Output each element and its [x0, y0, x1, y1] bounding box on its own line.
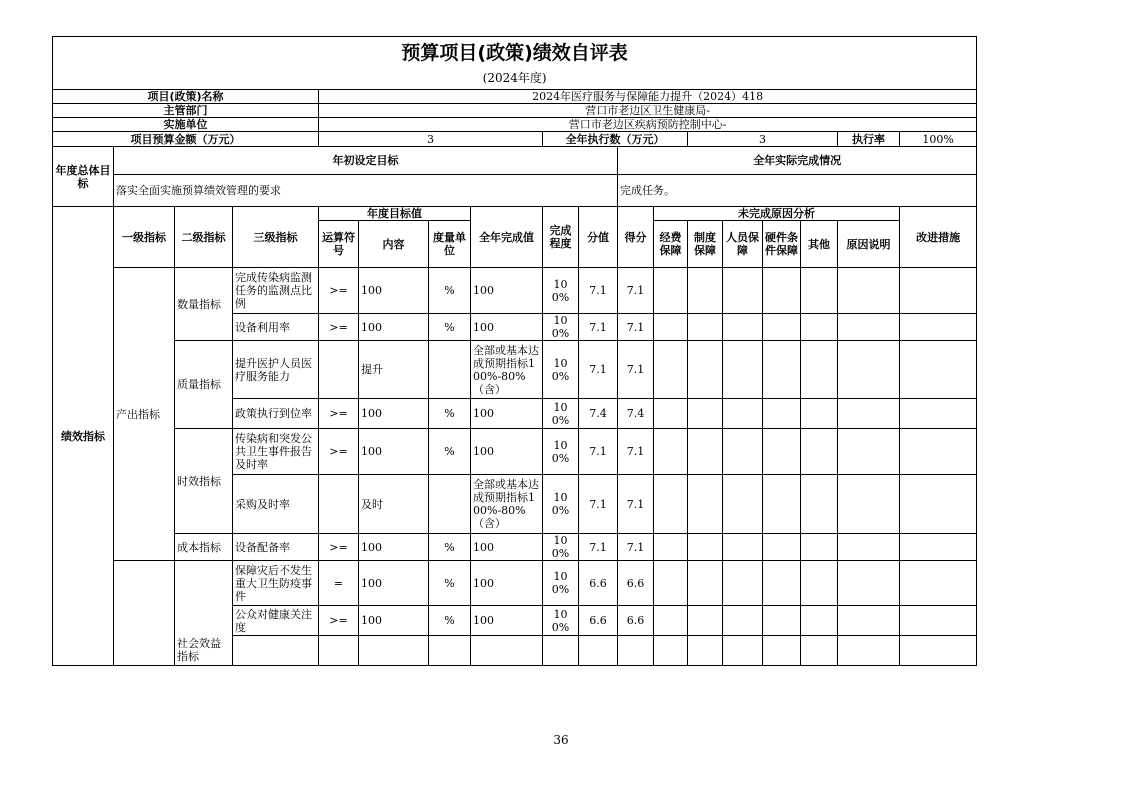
indicator-completion: 100%: [543, 268, 579, 314]
indicator-unit: %: [429, 561, 471, 606]
indicator-score: 7.1: [618, 268, 654, 314]
indicator-score-value: 7.4: [579, 399, 618, 429]
header-improve: 改进措施: [900, 207, 977, 268]
executed-value: 3: [688, 132, 838, 147]
indicator-operator: >=: [319, 429, 359, 475]
header-reason-system: 制度保障: [688, 221, 723, 268]
indicator-score: 7.1: [618, 314, 654, 341]
header-reason-funding: 经费保障: [654, 221, 688, 268]
budget-value: 3: [319, 132, 543, 147]
indicator-completion: 100%: [543, 314, 579, 341]
header-score: 得分: [618, 207, 654, 268]
header-unfinished: 未完成原因分析: [654, 207, 900, 221]
page-number: 36: [553, 733, 569, 747]
initial-goal-header: 年初设定目标: [114, 147, 618, 175]
group-timeliness: 时效指标: [175, 429, 233, 534]
rate-value: 100%: [900, 132, 977, 147]
unit-label: 实施单位: [53, 118, 319, 132]
header-content: 内容: [359, 221, 429, 268]
indicator-score-value: 7.1: [579, 475, 618, 534]
indicator-operator: >=: [319, 314, 359, 341]
indicator-name: 保障灾后不发生重大卫生防疫事件: [233, 561, 319, 606]
indicator-content: 100: [359, 429, 429, 475]
indicator-name: 政策执行到位率: [233, 399, 319, 429]
indicator-operator: [319, 475, 359, 534]
indicator-name: 设备配备率: [233, 534, 319, 561]
overall-goal-label: 年度总体目标: [53, 147, 114, 207]
indicator-operator: >=: [319, 606, 359, 636]
header-reason-explanation: 原因说明: [838, 221, 900, 268]
table-row: [53, 534, 977, 561]
header-full-value: 全年完成值: [471, 207, 543, 268]
table-row: [53, 341, 977, 399]
indicator-content: 100: [359, 399, 429, 429]
indicator-score: 7.1: [618, 429, 654, 475]
indicator-content: 100: [359, 314, 429, 341]
rate-label: 执行率: [838, 132, 900, 147]
header-reason-hardware: 硬件条件保障: [763, 221, 801, 268]
indicator-content: 100: [359, 534, 429, 561]
indicator-name: 采购及时率: [233, 475, 319, 534]
header-reason-other: 其他: [801, 221, 838, 268]
group-quality: 质量指标: [175, 341, 233, 429]
indicator-content: 提升: [359, 341, 429, 399]
indicator-completion: 100%: [543, 475, 579, 534]
indicator-completion: 100%: [543, 399, 579, 429]
indicator-score-value: 6.6: [579, 606, 618, 636]
indicator-completion: 100%: [543, 429, 579, 475]
fiscal-year: (2024年度): [53, 69, 977, 90]
indicator-unit: %: [429, 314, 471, 341]
initial-goal-text: 落实全面实施预算绩效管理的要求: [114, 175, 618, 207]
indicator-score: 6.6: [618, 561, 654, 606]
indicator-score: 6.6: [618, 606, 654, 636]
indicator-value: 100: [471, 399, 543, 429]
indicator-completion: 100%: [543, 341, 579, 399]
indicator-value: 100: [471, 561, 543, 606]
dept-label: 主管部门: [53, 104, 319, 118]
indicator-unit: [429, 475, 471, 534]
group-output: 产出指标: [114, 268, 175, 561]
indicator-score-value: 7.1: [579, 429, 618, 475]
project-name-label: 项目(政策)名称: [53, 90, 319, 104]
indicator-score-value: 7.1: [579, 341, 618, 399]
indicator-unit: [429, 341, 471, 399]
performance-self-evaluation-sheet: [52, 36, 976, 663]
group-effect: [114, 561, 175, 666]
header-unit: 度量单位: [429, 221, 471, 268]
indicator-score-value: 7.1: [579, 268, 618, 314]
dept-value: 营口市老边区卫生健康局-: [319, 104, 977, 118]
evaluation-table: [52, 36, 977, 666]
indicator-value: 全部或基本达成预期指标100%-80%（含）: [471, 341, 543, 399]
table-row: [53, 268, 977, 314]
indicator-value: 100: [471, 314, 543, 341]
indicator-content: 100: [359, 268, 429, 314]
indicator-content: 及时: [359, 475, 429, 534]
indicator-name: 设备利用率: [233, 314, 319, 341]
table-row: [53, 429, 977, 475]
table-row: [53, 561, 977, 606]
header-completion: 完成程度: [543, 207, 579, 268]
indicator-completion: 100%: [543, 534, 579, 561]
unit-value: 营口市老边区疾病预防控制中心-: [319, 118, 977, 132]
group-social: 社会效益指标: [175, 561, 233, 666]
indicator-name: 完成传染病监测任务的监测点比例: [233, 268, 319, 314]
indicator-name: 提升医护人员医疗服务能力: [233, 341, 319, 399]
indicator-completion: 100%: [543, 606, 579, 636]
indicator-unit: %: [429, 429, 471, 475]
indicator-value: 100: [471, 268, 543, 314]
indicator-operator: >=: [319, 534, 359, 561]
indicator-content: 100: [359, 606, 429, 636]
group-quantity: 数量指标: [175, 268, 233, 341]
project-name-value: 2024年医疗服务与保障能力提升（2024）418: [319, 90, 977, 104]
indicator-operator: >=: [319, 268, 359, 314]
page-title: 预算项目(政策)绩效自评表: [53, 37, 977, 69]
indicator-operator: >=: [319, 399, 359, 429]
indicator-value: 100: [471, 429, 543, 475]
indicator-content: 100: [359, 561, 429, 606]
indicator-name: 传染病和突发公共卫生事件报告及时率: [233, 429, 319, 475]
indicator-name: 公众对健康关注度: [233, 606, 319, 636]
indicator-value: 全部或基本达成预期指标100%-80%（含）: [471, 475, 543, 534]
actual-text: 完成任务。: [618, 175, 977, 207]
header-reason-staff: 人员保障: [723, 221, 763, 268]
indicator-value: 100: [471, 534, 543, 561]
indicator-unit: %: [429, 534, 471, 561]
indicators-label: 绩效指标: [53, 207, 114, 666]
budget-label: 项目预算金额（万元）: [53, 132, 319, 147]
indicator-value: 100: [471, 606, 543, 636]
indicator-score: 7.4: [618, 399, 654, 429]
indicator-unit: %: [429, 399, 471, 429]
indicator-score-value: 6.6: [579, 561, 618, 606]
indicator-operator: [319, 341, 359, 399]
indicator-operator: =: [319, 561, 359, 606]
header-annual-target: 年度目标值: [319, 207, 471, 221]
header-level1: 一级指标: [114, 207, 175, 268]
indicator-score: 7.1: [618, 475, 654, 534]
indicator-score: 7.1: [618, 341, 654, 399]
header-level3: 三级指标: [233, 207, 319, 268]
indicator-score-value: 7.1: [579, 534, 618, 561]
indicator-score: 7.1: [618, 534, 654, 561]
executed-label: 全年执行数（万元）: [543, 132, 688, 147]
indicator-score-value: 7.1: [579, 314, 618, 341]
group-cost: 成本指标: [175, 534, 233, 561]
actual-header: 全年实际完成情况: [618, 147, 977, 175]
header-operator: 运算符号: [319, 221, 359, 268]
indicator-unit: %: [429, 268, 471, 314]
header-level2: 二级指标: [175, 207, 233, 268]
header-score-value: 分值: [579, 207, 618, 268]
indicator-completion: 100%: [543, 561, 579, 606]
indicator-unit: %: [429, 606, 471, 636]
